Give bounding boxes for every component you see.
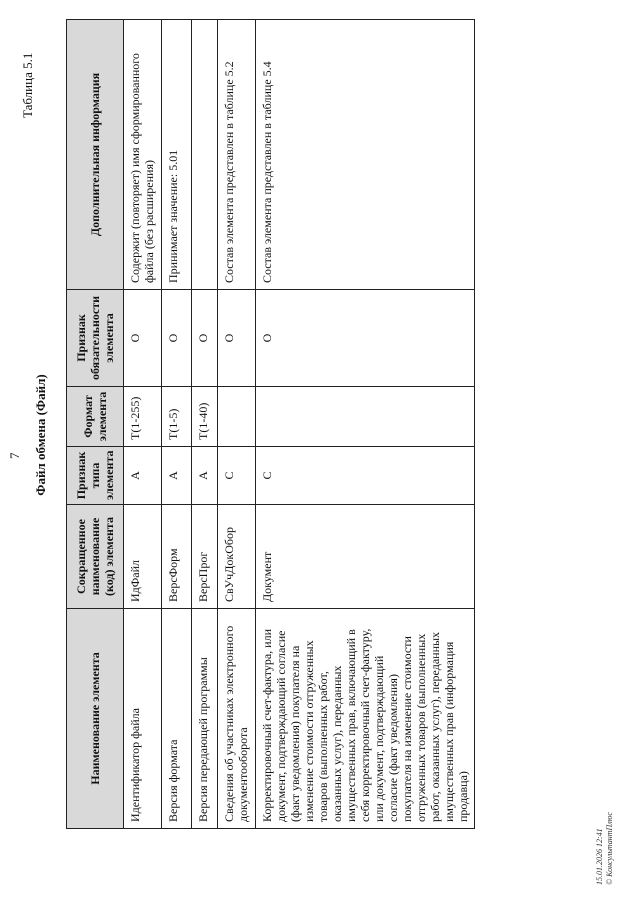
- cell-required: О: [192, 290, 218, 387]
- cell-format: T(1-40): [192, 387, 218, 447]
- cell-code: ИдФайл: [124, 505, 162, 609]
- cell-info: Содержит (повторяет) имя сформированного файла (без расширения): [124, 20, 162, 290]
- table-row: [124, 20, 162, 829]
- exchange-file-table: [66, 19, 475, 829]
- cell-info: Состав элемента представлен в таблице 5.2: [218, 20, 256, 290]
- cell-type: С: [256, 447, 475, 505]
- cell-required: О: [162, 290, 192, 387]
- footer-source: © КонсультантПлюс: [605, 812, 614, 885]
- cell-name: Корректировочный счет-фактура, или документ, подтверждающий согласие (факт уведомления) покупателя на изменение стоимости отгруженных товаров (выполненных работ, оказанных услуг), переданных имущественных прав, включающий в себя корректировочный счет-фактуру, или документ, подтверждающий согласие (факт уведомления) покупателя на изменение стоимости отгруженных товаров (выполненных работ, оказанных услуг), переданных имущественных прав (информация продавца): [256, 609, 475, 829]
- cell-format: [218, 387, 256, 447]
- header-format: Формат элемента: [67, 387, 124, 447]
- cell-name: Сведения об участниках электронного документооборота: [218, 609, 256, 829]
- cell-required: О: [124, 290, 162, 387]
- page-number: 7: [7, 452, 22, 459]
- table-row: [192, 20, 218, 829]
- header-row: [67, 20, 124, 829]
- cell-type: С: [218, 447, 256, 505]
- header-type: Признак типа элемента: [67, 447, 124, 505]
- cell-code: ВерсПрог: [192, 505, 218, 609]
- header-required: Признак обязательности элемента: [67, 290, 124, 387]
- table-title: Файл обмена (Файл): [33, 374, 48, 496]
- cell-code: Документ: [256, 505, 475, 609]
- cell-code: СвУчДокОбор: [218, 505, 256, 609]
- cell-info: Состав элемента представлен в таблице 5.4: [256, 20, 475, 290]
- cell-name: Версия формата: [162, 609, 192, 829]
- table-row: [218, 20, 256, 829]
- cell-info: [192, 20, 218, 290]
- cell-required: О: [256, 290, 475, 387]
- header-info: Дополнительная информация: [67, 20, 124, 290]
- cell-format: T(1-255): [124, 387, 162, 447]
- table-label: Таблица 5.1: [20, 52, 35, 118]
- cell-format: T(1-5): [162, 387, 192, 447]
- cell-info: Принимает значение: 5.01: [162, 20, 192, 290]
- cell-type: А: [124, 447, 162, 505]
- footer-date: 15.01.2026 12:41: [595, 828, 604, 885]
- cell-name: Версия передающей программы: [192, 609, 218, 829]
- cell-required: О: [218, 290, 256, 387]
- cell-code: ВерсФорм: [162, 505, 192, 609]
- header-code: Сокращенное наименование (код) элемента: [67, 505, 124, 609]
- table-row: [162, 20, 192, 829]
- table-row: [256, 20, 475, 829]
- header-name: Наименование элемента: [67, 609, 124, 829]
- cell-name: Идентификатор файла: [124, 609, 162, 829]
- cell-type: А: [162, 447, 192, 505]
- cell-format: [256, 387, 475, 447]
- cell-type: А: [192, 447, 218, 505]
